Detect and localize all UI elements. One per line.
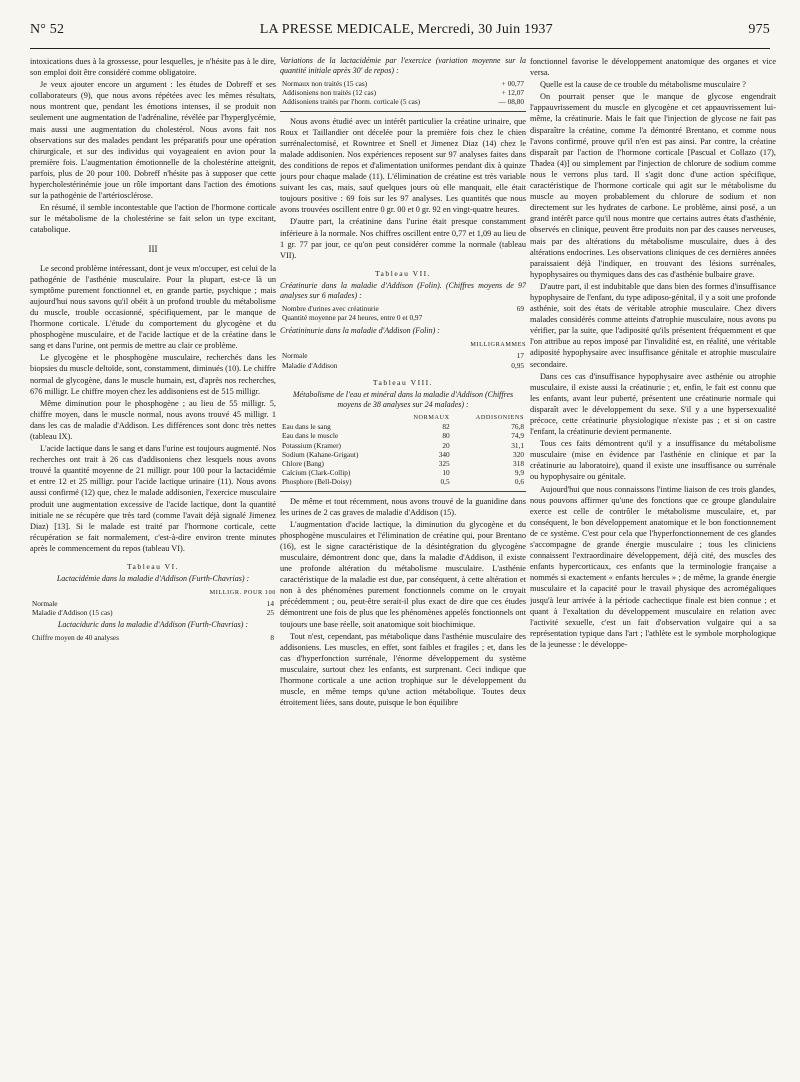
paragraph: On pourrait penser que le manque de glycose engendrait l'appauvrissement du muscle en glycogène et cet appauvrissement lui-même, la créatinurie. Mais le fait que l'injection de glycose ne fait pas disparaître la créatine, comme l'a démontré Brentano, et comme nous l'avons confirmé, prouve qu'il n'en est pas ainsi. Par contre, la créatine disparaît par l'action de l'hormone corticale [Pascual et Collazo (17), Thadea (4)] ou simplement par l'injection de chlorure de sodium comme nous le verrons plus tard. Il s'agit donc d'une action spécifique, caractéristique de l'hormone corticale qui agit sur le métabolisme du muscle au moyen probablement du chlorure de sodium et non directement sur les hydrates de carbone. Le problème, ainsi posé, a un grand intérêt parce qu'il nous montre que certains autres états d'asthénie, observés en clinique, peuvent être produits non par des causes nerveuses, mais par des altérations du métabolisme musculaire, dues à des altérations endocrines. Les observations cliniques de ces dernières années paraissaient déjà l'indiquer, en trouvant des lésions surrénales, hypophysaires ou thymiques dans des cas d'asthénie bulbaire grave. xyxy=(530,92,776,279)
paragraph: Le glycogène et le phosphogène musculaire, recherchés dans les biopsies du muscle deltoïde, sont, constamment, diminués (10). Le chiffre normal de glycogène, dans le muscle humain, est, d'après nos recherches, 676 milligr. Le chiffre moyen chez les addisoniens est de 515 milligr. xyxy=(30,353,276,396)
table-title: Tableau VI. xyxy=(126,562,180,572)
row-label: Normaux non traités (15 cas) xyxy=(282,79,368,88)
row-value: 17 xyxy=(516,351,524,361)
table-row xyxy=(280,361,526,370)
row-label: Normale xyxy=(32,599,58,609)
paragraph: L'acide lactique dans le sang et dans l'urine est toujours augmenté. Nos recherches ont trait à 26 cas d'addisoniens chez lesquels nous avons trouvé la quantité moyenne de 21 milligr. pour 100 pour la lactacidémie et entre 12 et 25 milligr. pour l'acide lactique urinaire (11). Nous avons aussi confirmé (12) que, chez le malade addisonien, l'exercice musculaire produit une augmentation excessive de l'acide lactique, dont la quantité initiale ne se récupère que très tard (comme l'avait déjà signalé Jimenez Diaz) [13]. Si le malade est traité par l'hormone corticale, cette récupération se fait normalement, c'est-à-dire environ trente minutes après le commencement du repos (tableau VI). xyxy=(30,444,276,553)
section-heading: III xyxy=(148,243,158,254)
table-row xyxy=(30,599,276,608)
row-label: Potassium (Kramer) xyxy=(282,440,341,450)
table-caption: Lactacidémie dans la maladie d'Addison (Furth-Chavrias) : xyxy=(56,574,250,584)
page-header xyxy=(30,22,770,49)
normal-value: 82 xyxy=(442,422,450,432)
table-title: Tableau VIII. xyxy=(372,377,434,387)
table-row xyxy=(280,313,526,322)
data-table xyxy=(280,304,526,322)
column-2 xyxy=(280,56,526,1066)
table-row xyxy=(280,351,526,360)
table-caption: Lactaciduric dans la maladie d'Addison (Furth-Chavrias) : xyxy=(57,619,249,629)
table-title: Tableau VII. xyxy=(374,268,432,278)
table-row xyxy=(280,431,526,440)
row-label: Sodium (Kahane-Grigaut) xyxy=(282,449,359,459)
row-value: 25 xyxy=(266,608,274,618)
table-row xyxy=(280,422,526,431)
table-row xyxy=(280,88,526,97)
addison-value: 320 xyxy=(513,449,524,459)
table-caption: Métabolisme de l'eau et minéral dans la maladie d'Addison (Chiffres moyens de 38 analyses sur 24 malades) : xyxy=(292,389,514,409)
addison-value: 31,1 xyxy=(511,440,524,450)
normal-value: 340 xyxy=(438,449,450,459)
table-row xyxy=(280,477,526,486)
table-row xyxy=(30,608,276,617)
paragraph: Tous ces faits démontrent qu'il y a insuffisance du métabolisme musculaire (mise en évidence par l'asthénie en clinique et par la créatinurie au laboratoire), quand il existe une insuffisance ou surrénale ou hypophysaire ou génitale. xyxy=(530,439,776,482)
row-label: Quantité moyenne par 24 heures, entre 0 et 0,97 xyxy=(282,313,423,323)
table-unit: MILLIGR. POUR 100 xyxy=(209,589,276,597)
paragraph: Quelle est la cause de ce trouble du métabolisme musculaire ? xyxy=(540,80,746,90)
paragraph: Nous avons étudié avec un intérêt particulier la créatine urinaire, que Roux et Taillandier ont décelée pour la première fois chez le chien surrénalectomisé, et Rowntree et Snell et Jimenez Diaz (14) chez le malade addisonien. Nos expériences reposent sur 97 analyses faites dans des conditions de repos et d'alimentation uniformes pendant dix à quinze jours pour chaque malade (11). L'élimination de créatine est très variable suivant les cas, mais, sauf quelques jours où elle manquait, elle était toujours positive : 69 fois sur les 97 analyses. Les quantités que nous avons trouvées oscillent entre 0 gr. 00 et 0 gr. 92 en vingt-quatre heures. xyxy=(280,116,526,215)
data-table xyxy=(280,79,526,107)
page-number: 975 xyxy=(748,22,770,37)
table-caption: Créatininurie dans la maladie d'Addison (Folin) : xyxy=(280,326,440,336)
table-row xyxy=(280,97,526,106)
row-label: Phosphore (Bell-Doisy) xyxy=(282,477,352,487)
paragraph: En résumé, il semble incontestable que l'action de l'hormone corticale sur le métabolisme de la cholestérine se fait selon un type excitant, catabolique. xyxy=(30,203,276,235)
table-row xyxy=(30,633,276,642)
addison-value: 74,9 xyxy=(511,431,524,441)
paragraph: Le second problème intéressant, dont je veux m'occuper, est celui de la pathogénie de l'asthénie musculaire. Pour la plupart, est-ce là un symptôme purement fonctionnel et, en grande partie, psychique ; mais aujourd'hui nous savons qu'il obéit à un profond trouble du métabolisme du muscle, trouble occasionné, spécifiquement, par le manque de l'hormone corticale. L'étude du comportement du glycogène et du phosphogène musculaire, et de l'acide lactique et de la créatine dans le sang et dans l'urine, ont permis de mettre au clair ce problème. xyxy=(30,263,276,351)
row-label: Chlore (Bang) xyxy=(282,458,324,468)
normal-value: 80 xyxy=(442,431,450,441)
row-value: + 12,07 xyxy=(501,88,524,98)
paragraph: Aujourd'hui que nous connaissons l'intime liaison de ces trois glandes, nous pouvons affirmer qu'une des fonctions que ce groupe glandulaire exerce est celle de contrôler le métabolisme musculaire, et, par conséquent, le bon développement anatomique et le bon fonctionnement de ce système. C'est pour cela que l'hyperfonctionnement de ces glandes s'accompagne de grande énergie musculaire ; tous les cliniciens connaissent l'extraordinaire développement, déjà cité, des muscles des enfants hypercorticaux, ces enfants que la terminologie française a nommés si exactement « enfants hercules » ; de même, la grande énergie musculaire et la capacité pour le travail physique des acromégaliques jusqu'à leur arrivée à la période cachectique finale est bien connue ; et quant à l'exaltation du développement musculaire en relation avec l'activité sexuelle, c'est un fait d'observation vulgaire qui a sa représentation typique dans l'art ; l'athlète est le symbole morphologique de la jeunesse : le développe- xyxy=(530,484,776,649)
addison-value: 318 xyxy=(513,458,524,468)
paragraph: D'autre part, il est indubitable que dans bien des formes d'insuffisance hypophysaire de l'enfant, du type adiposo-génital, il y a soit une profonde asthénie, soit des états de véritable atrophie musculaire. Chez divers malades considérés comme atteints d'atrophie musculaire, nous avons pu vérifier, par la suite, que l'adiposité qu'ils présentent fréquemment et que l'on attribue au repos imposé par l'invalidité est, en réalité, une véritable adiposité hypophysaire avec insuffisance génitale et atrophie musculaire secondaire. xyxy=(530,281,776,369)
table-row xyxy=(280,304,526,313)
data-table xyxy=(30,633,276,642)
addison-value: 9,9 xyxy=(514,468,524,478)
row-value: 14 xyxy=(266,599,274,609)
table-unit: MILLIGRAMMES xyxy=(470,341,526,349)
table-row xyxy=(280,468,526,477)
row-label: Chiffre moyen de 40 analyses xyxy=(32,632,119,642)
row-label: Nombre d'urines avec créatinurie xyxy=(282,303,379,313)
column-3 xyxy=(530,56,776,1066)
table-caption: Créatinurie dans la maladie d'Addison (Folin). (Chiffres moyens de 97 analyses sur 6 malades) : xyxy=(280,280,526,300)
paragraph: Tout n'est, cependant, pas métabolique dans l'asthénie musculaire des addisoniens. Les muscles, en effet, sont faibles et fragiles ; et, dans les cas d'hyperfonction surrénale, l'énorme développement du système musculaire, surtout chez les enfants, est surprenant. Ceci indique que l'hormone corticale a une action trophique sur le développement du muscle, en même temps qu'une action métabolique. Toutes deux étroitement liées, sans doute, puisque le bon équilibre xyxy=(280,631,526,708)
data-table xyxy=(280,351,526,369)
row-value: — 08,80 xyxy=(498,97,524,107)
paragraph: Même diminution pour le phosphogène ; au lieu de 55 milligr. 5, chiffre moyen, dans le muscle normal, nous avons trouvé 45 milligr. 1 dans les cas de maladie d'Addison. Les différences sont donc très nettes (tableau IX). xyxy=(30,398,276,441)
table-caption: Variations de la lactacidémie par l'exercice (variation moyenne sur la quantité initiale après 30' de repos) : xyxy=(280,56,526,75)
paragraph: De même et tout récemment, nous avons trouvé de la guanidine dans les urines de 2 cas graves de maladie d'Addison (15). xyxy=(280,496,526,517)
journal-title: LA PRESSE MEDICALE, Mercredi, 30 Juin 1937 xyxy=(259,22,553,37)
paragraph: fonctionnel favorise le développement anatomique des organes et vice versa. xyxy=(530,57,776,78)
row-label: Maladie d'Addison (15 cas) xyxy=(32,608,113,618)
divider xyxy=(280,491,526,492)
paragraph: L'augmentation d'acide lactique, la diminution du glycogène et du phosphogène musculaires et l'élimination de créatine qui, pour Brentano (16), est le signe caractéristique de la désintégration du glycogène musculaire, démontrent donc que, dans la maladie d'Addison, il existe une profonde altération du métabolisme musculaire. L'asthénie caractéristique de la maladie est due, par conséquent, à cette altération et non à des phénomènes purement fonctionnels comme on le croyait précédemment ; ou, peut-être serait-il plus exact de dire que ces études démontrent une fois de plus que les phénomènes appelés fonctionnels ont toujours une base réelle, soit anatomique soit biochimique. xyxy=(280,519,526,629)
row-value: 8 xyxy=(270,632,274,642)
column-header: ADDISONIENS xyxy=(475,413,524,421)
paragraph: Je veux ajouter encore un argument : les études de Dobreff et ses collaborateurs (9), que nous avons répétées avec les mêmes résultats, nous montrent que, pendant les émotions intenses, il se produit non seulement une augmentation de l'adrénaline, révélée par l'hyperglycémie, mais aussi une augmentation du cholestérol. Nous avons fait nos observations sur des malades pendant les préparatifs pour une opération chirurgicale, et sur des individus qui voyageaient en avion pour la première fois. L'augmentation émotionnelle de la cholestérine atteignit, parfois, plus de 20 pour 100. Dobreff n'hésite pas à supposer que cette hypercholestérinémie joue un rôle important dans l'action des émotions sur la pathogénie de l'artériosclérose. xyxy=(30,80,276,201)
table-header-row xyxy=(280,413,526,422)
divider xyxy=(280,111,526,112)
normal-value: 10 xyxy=(442,468,450,478)
table-row xyxy=(280,441,526,450)
paragraph: D'autre part, la créatinine dans l'urine était presque constamment inférieure à la normale. Nos chiffres oscillent entre 0,77 et 1,09 au lieu de 1 gr. 77 par jour, ce qu'on peut considérer comme la normale (tableau VII). xyxy=(280,217,526,260)
row-label: Eau dans le muscle xyxy=(282,431,339,441)
paragraph: intoxications dues à la grossesse, pour lesquelles, je n'hésite pas à le dire, son emploi doit être considéré comme obligatoire. xyxy=(30,57,276,78)
paragraph: Dans ces cas d'insuffisance hypophysaire avec asthénie ou atrophie musculaire, il existe aussi la créatinurie ; et, enfin, le fait est connu que les enfants, avant leur puberté, présentent une créatinurie normale qui disparaît avec le développement du sexe. S'il y a une hypersexualité précoce, cette créatinurie physiologique n'existe pas ; et si on castre l'enfant, la créatinurie devient permanente. xyxy=(530,371,776,437)
row-value: + 00,77 xyxy=(501,79,524,88)
normal-value: 20 xyxy=(442,440,450,450)
row-label: Normale xyxy=(282,351,308,361)
row-label: Addisoniens traités par l'horm. corticale (5 cas) xyxy=(282,97,421,107)
row-label: Calcium (Clark-Collip) xyxy=(282,468,351,478)
table-row xyxy=(280,459,526,468)
row-label: Eau dans le sang xyxy=(282,422,331,432)
normal-value: 0,5 xyxy=(440,477,450,487)
row-value: 0,95 xyxy=(511,360,524,370)
row-label: Maladie d'Addison xyxy=(282,360,338,370)
row-value xyxy=(508,313,526,322)
normal-value: 325 xyxy=(438,458,450,468)
data-table xyxy=(280,413,526,487)
row-value: 69 xyxy=(516,303,524,313)
addison-value: 0,6 xyxy=(514,477,524,487)
table-row xyxy=(280,79,526,88)
addison-value: 76,8 xyxy=(511,422,524,432)
column-1 xyxy=(30,56,276,1066)
table-row xyxy=(280,450,526,459)
issue-number: N° 52 xyxy=(30,22,65,37)
column-header: NORMAUX xyxy=(413,413,450,421)
row-label: Addisoniens non traités (12 cas) xyxy=(282,88,377,98)
data-table xyxy=(30,599,276,617)
